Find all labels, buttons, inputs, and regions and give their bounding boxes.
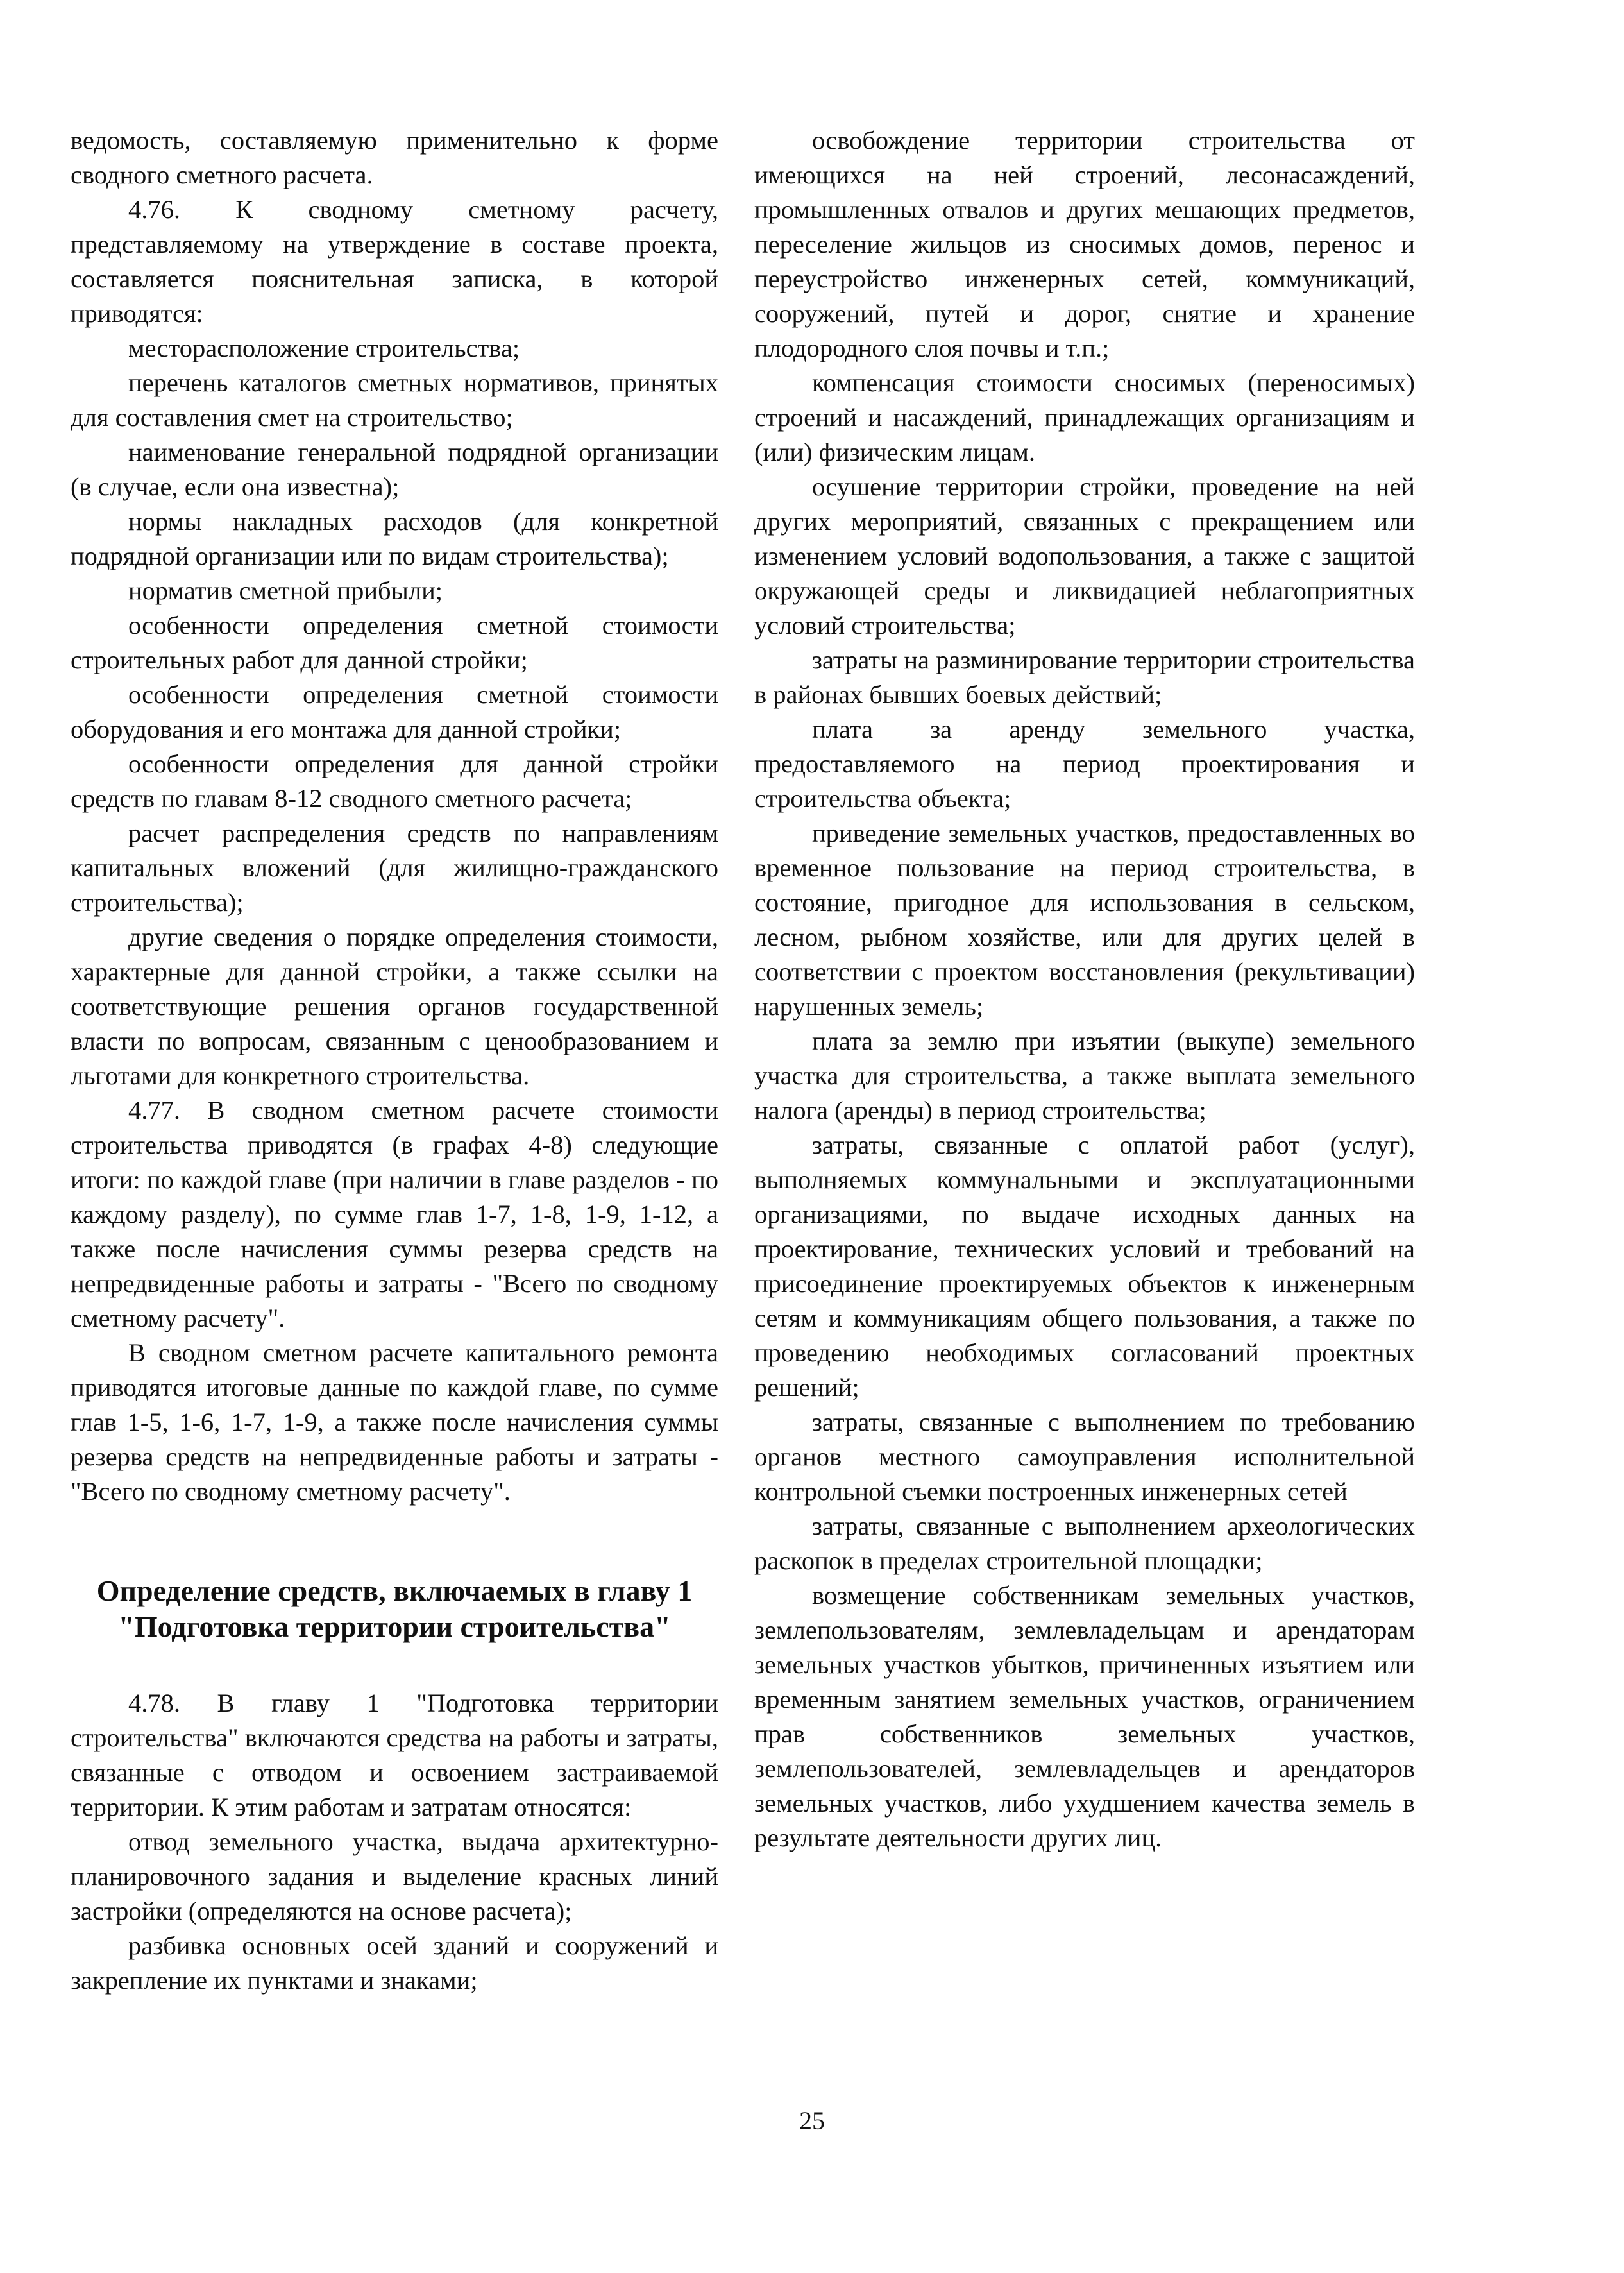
list-item: перечень каталогов сметных нормативов, принятых для составления смет на строительство; [71, 368, 718, 432]
page-number: 25 [799, 2106, 825, 2135]
list-item: норматив сметной прибыли; [128, 576, 443, 605]
list-item: нормы накладных расходов (для конкретной подрядной организации или по видам строительства); [71, 507, 718, 570]
list-item: другие сведения о порядке определения стоимости, характерные для данной стройки, а также ссылки на соответствующие решения органов государственной власти по вопросам, связанным с ценообразованием и льготами для конкретного строительства. [71, 923, 718, 1090]
section-heading [71, 1573, 718, 1645]
list-item: осушение территории стройки, проведение на ней других мероприятий, связанных с прекращением или изменением условий водопользования, а также с защитой окружающей среды и ликвидацией неблагоприятных условий строительства; [754, 472, 1415, 640]
list-item: затраты, связанные с выполнением археологических раскопок в пределах строительной площадки; [754, 1511, 1415, 1575]
list-item: затраты, связанные с выполнением по требованию органов местного самоуправления исполнительной контрольной съемки построенных инженерных сетей [754, 1408, 1415, 1506]
list-item: месторасположение строительства; [128, 334, 520, 362]
list-item: особенности определения сметной стоимости строительных работ для данной стройки; [71, 611, 718, 674]
list-item: расчет распределения средств по направлениям капитальных вложений (для жилищно-гражданского строительства); [71, 819, 718, 917]
list-item: отвод земельного участка, выдача архитектурно-планировочного задания и выделение красных линий застройки (определяются на основе расчета); [71, 1827, 718, 1925]
list-item: компенсация стоимости сносимых (переносимых) строений и насаждений, принадлежащих организациям и (или) физическим лицам. [754, 368, 1415, 466]
list-item: освобождение территории строительства от имеющихся на ней строений, лесонасаждений, промышленных отвалов и других мешающих предметов, переселение жильцов из сносимых домов, перенос и переустройство инженерных сетей, коммуникаций, сооружений, путей и дорог, снятие и хранение плодородного слоя почвы и т.п.; [754, 126, 1415, 362]
list-item: возмещение собственникам земельных участков, землепользователям, землевладельцам и арендаторам земельных участков убытков, причиненных изъятием или временным занятием земельных участков, ограничением прав собственников земельных участков, землепользователей, землевладельцев и арендаторов земельных участков, либо ухудшением качества земель в результате деятельности других лиц. [754, 1581, 1415, 1852]
list-item: плата за землю при изъятии (выкупе) земельного участка для строительства, а также выплата земельного налога (аренды) в период строительства; [754, 1026, 1415, 1125]
list-item: плата за аренду земельного участка, предоставляемого на период проектирования и строительства объекта; [754, 715, 1415, 813]
list-item: затраты на разминирование территории строительства в районах бывших боевых действий; [754, 645, 1415, 709]
list-item: приведение земельных участков, предоставленных во временное пользование на период строительства, в состояние, пригодное для использования в сельском, лесном, рыбном хозяйстве, или для других целей в соответствии с проектом восстановления (рекультивации) нарушенных земель; [754, 819, 1415, 1021]
list-item: особенности определения для данной стройки средств по главам 8-12 сводного сметного расчета; [71, 749, 718, 813]
right-column [754, 123, 1415, 1855]
paragraph: ведомость, составляемую применительно к форме сводного сметного расчета. [71, 126, 718, 189]
paragraph: 4.77. В сводном сметном расчете стоимости строительства приводятся (в графах 4-8) следующие итоги: по каждой главе (при наличии в главе разделов - по каждому разделу), по сумме глав 1-7, 1-8, 1-9, 1-12, а также после начисления суммы резерва средств на непредвиденные работы и затраты - "Всего по сводному сметному расчету". [71, 1096, 718, 1332]
list-item: разбивка основных осей зданий и сооружений и закрепление их пунктами и знаками; [71, 1931, 718, 1995]
list-item: наименование генеральной подрядной организации (в случае, если она известна); [71, 438, 718, 501]
left-column [71, 123, 718, 1998]
heading-line: Определение средств, включаемых в главу 1 [96, 1574, 693, 1607]
paragraph: 4.76. К сводному сметному расчету, представляемому на утверждение в составе проекта, составляется пояснительная записка, в которой приводятся: [71, 195, 718, 328]
list-item: затраты, связанные с оплатой работ (услуг), выполняемых коммунальными и эксплуатационными организациями, по выдаче исходных данных на проектирование, технических условий и требований на присоединение проектируемых объектов к инженерным сетям и коммуникациям общего пользования, а также по проведению необходимых согласований проектных решений; [754, 1130, 1415, 1402]
list-item: особенности определения сметной стоимости оборудования и его монтажа для данной стройки; [71, 680, 718, 744]
heading-line: "Подготовка территории строительства" [118, 1610, 671, 1643]
paragraph: 4.78. В главу 1 "Подготовка территории строительства" включаются средства на работы и затраты, связанные с отводом и освоением застраиваемой территории. К этим работам и затратам относятся: [71, 1689, 718, 1821]
paragraph: В сводном сметном расчете капитального ремонта приводятся итоговые данные по каждой главе, по сумме глав 1-5, 1-6, 1-7, 1-9, а также после начисления суммы резерва средств на непредвиденные работы и затраты - "Всего по сводному сметному расчету". [71, 1338, 718, 1506]
